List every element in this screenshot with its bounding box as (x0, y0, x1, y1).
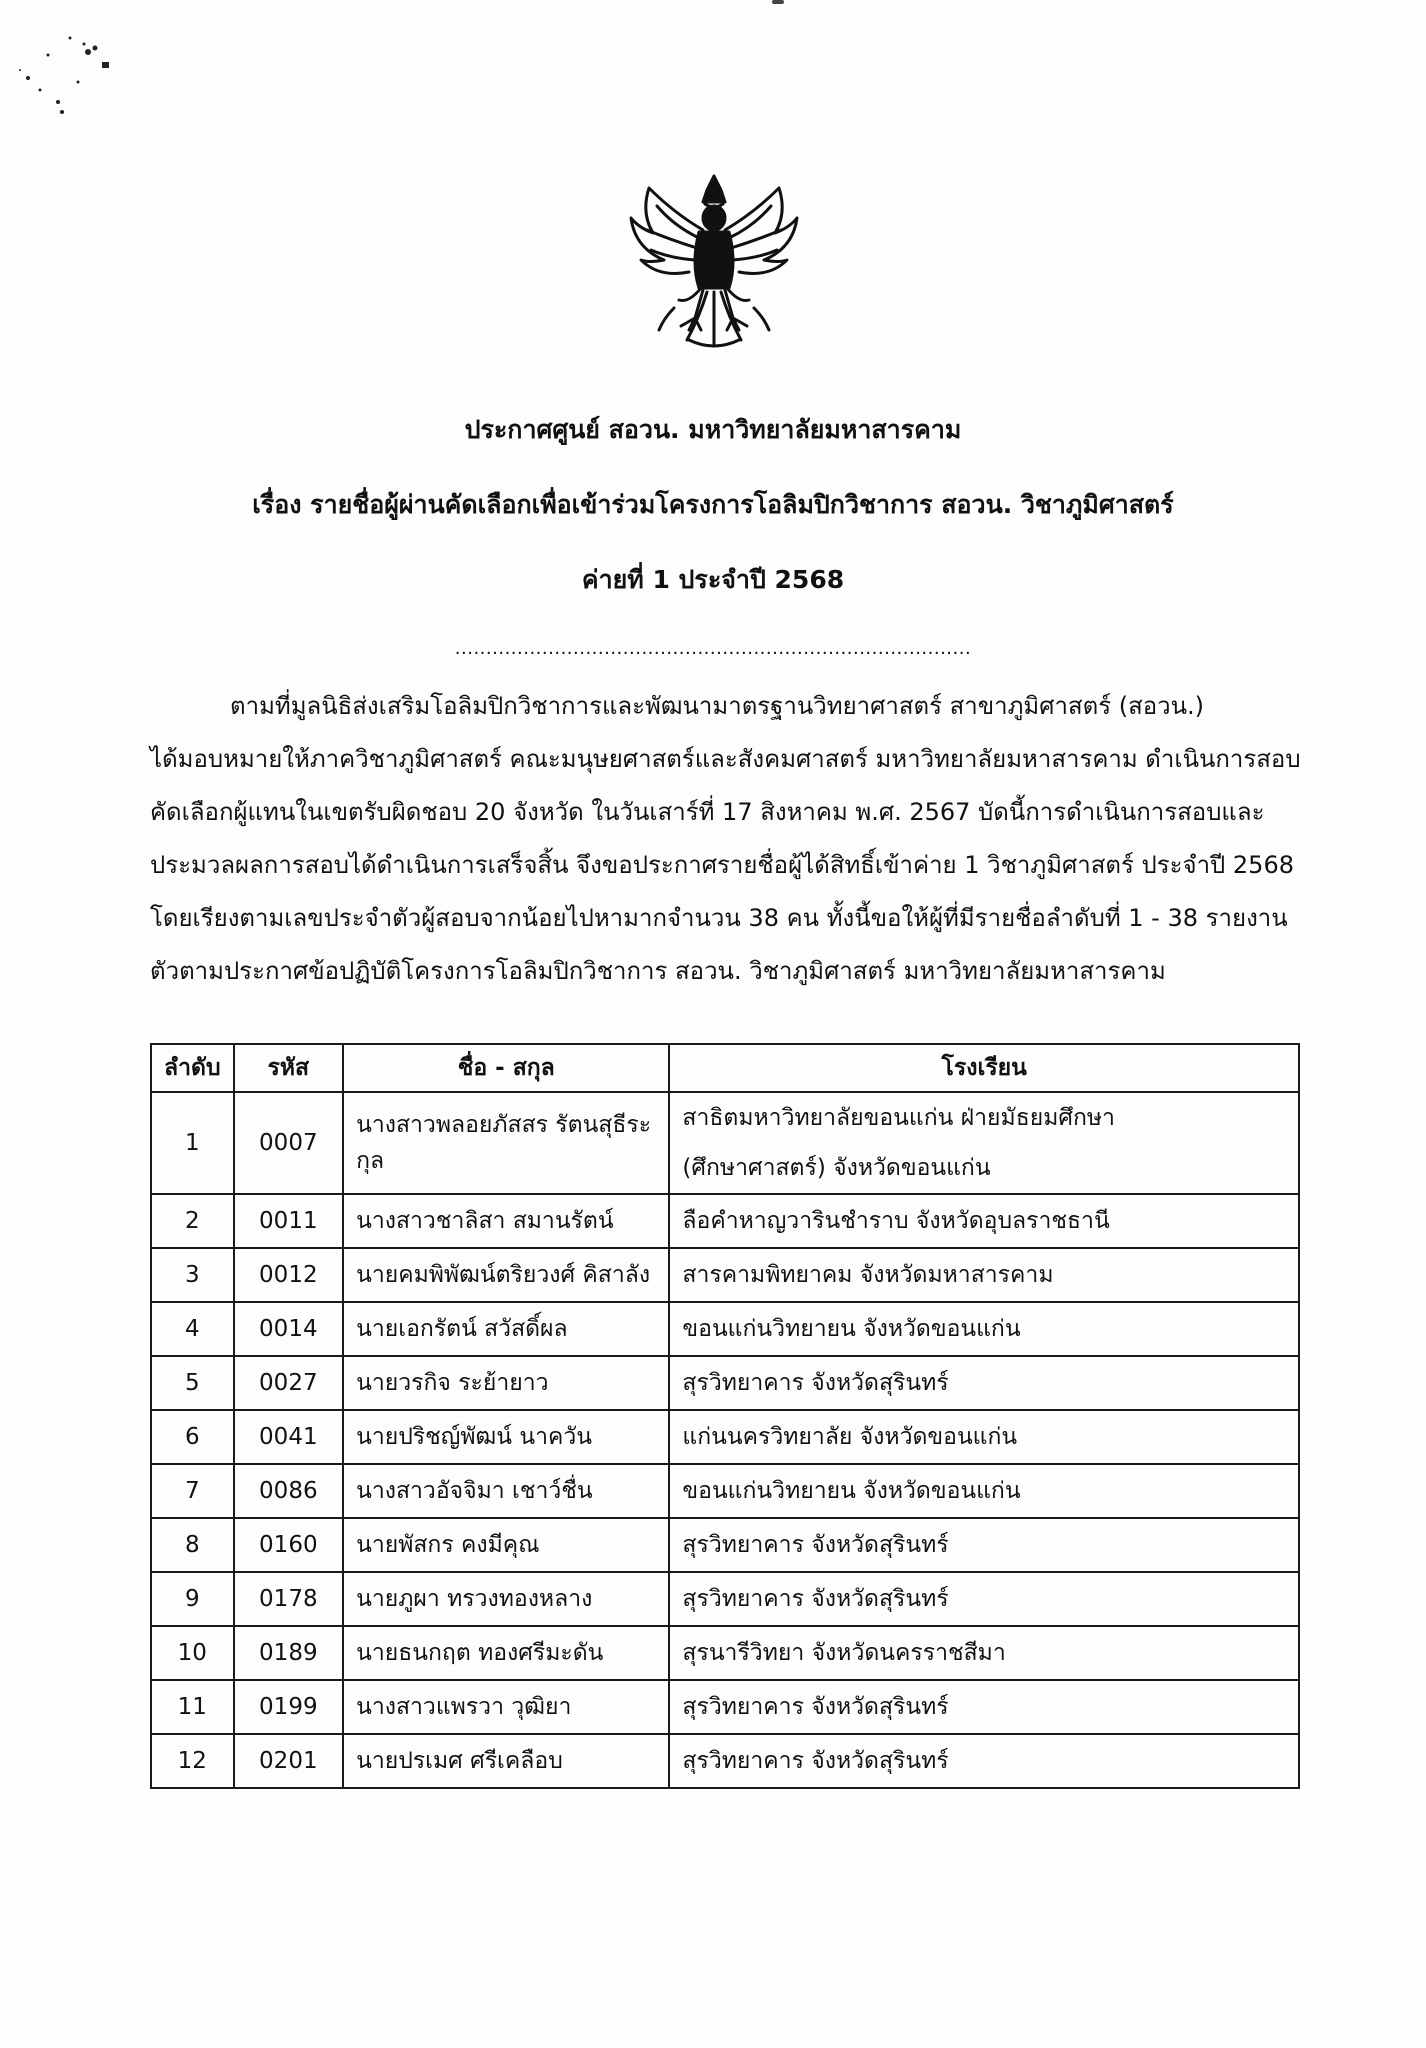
row-school (669, 1626, 1299, 1680)
body-line: ได้มอบหมายให้ภาควิชาภูมิศาสตร์ คณะมนุษยศาสตร์และสังคมศาสตร์ มหาวิทยาลัยมหาสารคาม ดำเนินการสอบ (150, 745, 1301, 773)
row-code: 0027 (234, 1356, 344, 1410)
garuda-emblem-icon (619, 168, 809, 358)
table-row (151, 1464, 1299, 1518)
row-name: นายปรเมศ ศรีเคลือบ (343, 1734, 669, 1788)
row-name: นายพัสกร คงมีคุณ (343, 1518, 669, 1572)
row-code: 0012 (234, 1248, 344, 1302)
row-school (669, 1518, 1299, 1572)
body-line: คัดเลือกผู้แทนในเขตรับผิดชอบ 20 จังหวัด ในวันเสาร์ที่ 17 สิงหาคม พ.ศ. 2567 บัดนี้การดำเนินการสอบและ (150, 798, 1265, 826)
row-code: 0160 (234, 1518, 344, 1572)
school-line: สุรวิทยาคาร จังหวัดสุรินทร์ (682, 1694, 949, 1720)
table-row (151, 1356, 1299, 1410)
body-line: ตามที่มูลนิธิส่งเสริมโอลิมปิกวิชาการและพัฒนามาตรฐานวิทยาศาสตร์ สาขาภูมิศาสตร์ (สอวน.) (230, 692, 1205, 720)
table-row (151, 1248, 1299, 1302)
school-line: สุรวิทยาคาร จังหวัดสุรินทร์ (682, 1370, 949, 1396)
row-code: 0199 (234, 1680, 344, 1734)
row-name: นายภูผา ทรวงทองหลาง (343, 1572, 669, 1626)
row-number: 2 (151, 1194, 234, 1248)
table-header-row (151, 1044, 1299, 1092)
row-name: นายปริชญ์พัฒน์ นาควัน (343, 1410, 669, 1464)
table-row (151, 1680, 1299, 1734)
row-code: 0201 (234, 1734, 344, 1788)
row-number: 12 (151, 1734, 234, 1788)
school-line: (ศึกษาศาสตร์) จังหวัดขอนแก่น (682, 1155, 991, 1181)
row-school (669, 1572, 1299, 1626)
school-line: สาธิตมหาวิทยาลัยขอนแก่น ฝ่ายมัธยมศึกษา (682, 1105, 1115, 1131)
separator-dots: ................................................................................... (454, 638, 972, 659)
row-name: นายเอกรัตน์ สวัสดิ์ผล (343, 1302, 669, 1356)
header-code: รหัส (234, 1044, 344, 1092)
row-code: 0041 (234, 1410, 344, 1464)
school-line: สุรวิทยาคาร จังหวัดสุรินทร์ (682, 1748, 949, 1774)
row-number: 7 (151, 1464, 234, 1518)
row-school (669, 1734, 1299, 1788)
announcement-camp: ค่ายที่ 1 ประจำปี 2568 (581, 565, 845, 594)
row-number: 5 (151, 1356, 234, 1410)
row-school (669, 1680, 1299, 1734)
participant-table (150, 1043, 1300, 1789)
school-line: สุรวิทยาคาร จังหวัดสุรินทร์ (682, 1532, 949, 1558)
row-code: 0178 (234, 1572, 344, 1626)
school-line: สารคามพิทยาคม จังหวัดมหาสารคาม (682, 1262, 1054, 1288)
announcement-subject: เรื่อง รายชื่อผู้ผ่านคัดเลือกเพื่อเข้าร่วมโครงการโอลิมปิกวิชาการ สอวน. วิชาภูมิศาสตร์ (252, 490, 1174, 519)
row-school (669, 1092, 1299, 1194)
row-name: นายธนกฤต ทองศรีมะดัน (343, 1626, 669, 1680)
school-line: ขอนแก่นวิทยายน จังหวัดขอนแก่น (682, 1478, 1021, 1504)
row-school (669, 1194, 1299, 1248)
header-no: ลำดับ (151, 1044, 234, 1092)
school-line: สุรวิทยาคาร จังหวัดสุรินทร์ (682, 1586, 949, 1612)
row-code: 0189 (234, 1626, 344, 1680)
table-row (151, 1194, 1299, 1248)
announcement-title: ประกาศศูนย์ สอวน. มหาวิทยาลัยมหาสารคาม (464, 415, 962, 444)
table-body (151, 1092, 1299, 1788)
scan-specks (0, 0, 140, 130)
school-line: ขอนแก่นวิทยายน จังหวัดขอนแก่น (682, 1316, 1021, 1342)
row-code: 0014 (234, 1302, 344, 1356)
table-row (151, 1626, 1299, 1680)
row-name: นางสาวพลอยภัสสร รัตนสุธีระกุล (343, 1092, 669, 1194)
row-school (669, 1302, 1299, 1356)
row-number: 9 (151, 1572, 234, 1626)
row-code: 0086 (234, 1464, 344, 1518)
row-name: นางสาวอัจจิมา เชาว์ชื่น (343, 1464, 669, 1518)
header-name: ชื่อ - สกุล (343, 1044, 669, 1092)
row-school (669, 1248, 1299, 1302)
school-line: แก่นนครวิทยาลัย จังหวัดขอนแก่น (682, 1424, 1018, 1450)
row-school (669, 1410, 1299, 1464)
row-number: 4 (151, 1302, 234, 1356)
row-name: นายวรกิจ ระย้ายาว (343, 1356, 669, 1410)
row-number: 3 (151, 1248, 234, 1302)
body-line: โดยเรียงตามเลขประจำตัวผู้สอบจากน้อยไปหามากจำนวน 38 คน ทั้งนี้ขอให้ผู้ที่มีรายชื่อลำดับที่ 1 - 38 รายงาน (150, 904, 1288, 932)
table-row (151, 1518, 1299, 1572)
row-code: 0011 (234, 1194, 344, 1248)
row-name: นางสาวแพรวา วุฒิยา (343, 1680, 669, 1734)
row-number: 10 (151, 1626, 234, 1680)
table-row (151, 1410, 1299, 1464)
body-line: ประมวลผลการสอบได้ดำเนินการเสร็จสิ้น จึงขอประกาศรายชื่อผู้ได้สิทธิ์เข้าค่าย 1 วิชาภูมิศาสตร์ ประจำปี 2568 (150, 851, 1294, 879)
table-row (151, 1092, 1299, 1194)
row-name: นายคมพิพัฒน์ตริยวงศ์ คิสาลัง (343, 1248, 669, 1302)
row-number: 8 (151, 1518, 234, 1572)
row-number: 11 (151, 1680, 234, 1734)
table-row (151, 1302, 1299, 1356)
scan-mark (772, 0, 784, 4)
row-number: 1 (151, 1092, 234, 1194)
row-code: 0007 (234, 1092, 344, 1194)
school-line: ลือคำหาญวารินชำราบ จังหวัดอุบลราชธานี (682, 1208, 1110, 1234)
body-line: ตัวตามประกาศข้อปฏิบัติโครงการโอลิมปิกวิชาการ สอวน. วิชาภูมิศาสตร์ มหาวิทยาลัยมหาสารคาม (150, 957, 1166, 985)
table-row (151, 1572, 1299, 1626)
school-line: สุรนารีวิทยา จังหวัดนครราชสีมา (682, 1640, 1006, 1666)
table-row (151, 1734, 1299, 1788)
header-school: โรงเรียน (669, 1044, 1299, 1092)
row-name: นางสาวชาลิสา สมานรัตน์ (343, 1194, 669, 1248)
row-school (669, 1464, 1299, 1518)
body-paragraph (150, 680, 1301, 998)
row-school (669, 1356, 1299, 1410)
row-number: 6 (151, 1410, 234, 1464)
